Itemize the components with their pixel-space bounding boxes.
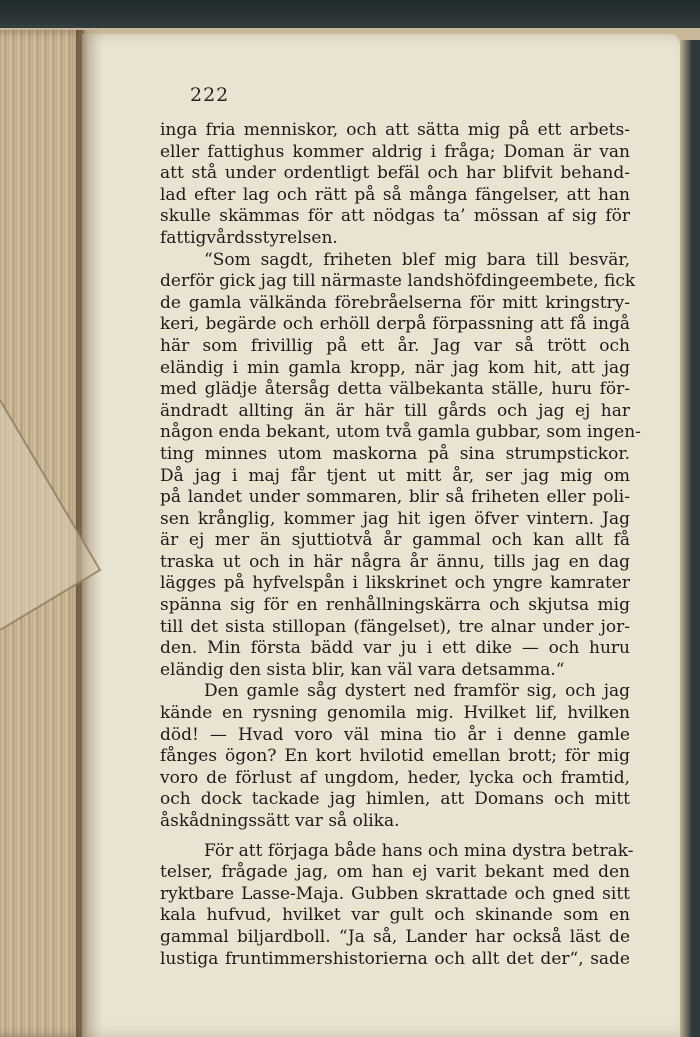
text-line: död! — Hvad voro väl mina tio år i denne gamle <box>160 724 630 745</box>
page-text <box>160 120 641 970</box>
text-line: till det sista stillopan (fängelset), tre alnar under jor- <box>160 616 630 637</box>
text-line: med glädje återsåg detta välbekanta ställe, huru för- <box>160 379 630 400</box>
text-line: de gamla välkända förebråelserna för mitt kringstry- <box>160 292 630 313</box>
text-line: fånges ögon? En kort hvilotid emellan brott; för mig <box>160 746 630 767</box>
paragraph-gap <box>160 833 630 841</box>
text-line: är ej mer än sjuttiotvå år gammal och kan allt få <box>160 530 630 551</box>
text-line: eller fattighus kommer aldrig i fråga; Doman är van <box>160 141 630 162</box>
text-line: inga fria menniskor, och att sätta mig på ett arbets- <box>160 120 630 140</box>
text-line: keri, begärde och erhöll derpå förpassning att få ingå <box>160 314 630 335</box>
text-line: spänna sig för en renhållningskärra och skjutsa mig <box>160 595 630 616</box>
page-number: 222 <box>190 84 230 106</box>
text-line: här som frivillig på ett år. Jag var så trött och <box>160 335 630 356</box>
text-line: lustiga fruntimmershistorierna och allt det der“, sade <box>160 948 630 969</box>
text-line: ting minnes utom maskorna på sina strumpstickor. <box>160 443 630 464</box>
text-line: kände en rysning genomila mig. Hvilket lif, hvilken <box>160 703 630 724</box>
text-line: fattigvårdsstyrelsen. <box>160 227 338 248</box>
text-line: och dock tackade jag himlen, att Domans och mitt <box>160 789 630 810</box>
text-line: skulle skämmas för att nödgas ta’ mössan af sig för <box>160 206 630 227</box>
text-line: kala hufvud, hvilket var gult och skinande som en <box>160 905 630 926</box>
text-line: på landet under sommaren, blir så friheten eller poli- <box>160 487 630 508</box>
text-line: att stå under ordentligt befäl och har blifvit behand- <box>160 163 630 184</box>
text-line: sen krånglig, kommer jag hit igen öfver vintern. Jag <box>160 508 630 529</box>
text-line: voro de förlust af ungdom, heder, lycka och framtid, <box>160 767 630 788</box>
text-line: derför gick jag till närmaste landshöfdingeembete, fick <box>160 271 636 292</box>
text-line: ändradt allting än är här till gårds och jag ej har <box>160 400 630 421</box>
text-line: För att förjaga både hans och mina dystra betrak- <box>204 840 634 861</box>
text-line: någon enda bekant, utom två gamla gubbar, som ingen- <box>160 422 641 443</box>
text-line: “Som sagdt, friheten blef mig bara till besvär, <box>204 249 630 270</box>
text-line: Den gamle såg dystert ned framför sig, och jag <box>204 681 630 702</box>
text-line: gammal biljardboll. “Ja så, Lander har också läst de <box>160 926 630 947</box>
text-line: lad efter lag och rätt på så många fängelser, att han <box>160 184 630 205</box>
text-line: lägges på hyfvelspån i likskrinet och yngre kamrater <box>160 573 630 594</box>
text-line: den. Min första bädd var ju i ett dike — och huru <box>160 638 630 659</box>
text-line: åskådningssätt var så olika. <box>160 811 400 831</box>
text-line: traska ut och in här några år ännu, tills jag en dag <box>160 551 630 572</box>
text-line: eländig i min gamla kropp, när jag kom hit, att jag <box>160 357 630 378</box>
text-line: eländig den sista blir, kan väl vara detsamma.“ <box>160 659 565 680</box>
text-line: Då jag i maj får tjent ut mitt år, ser jag mig om <box>160 465 630 486</box>
folded-page-corner <box>0 400 110 630</box>
text-line: ryktbare Lasse-Maja. Gubben skrattade och gned sitt <box>160 883 630 904</box>
text-line: telser, frågade jag, om han ej varit bekant med den <box>160 862 630 883</box>
